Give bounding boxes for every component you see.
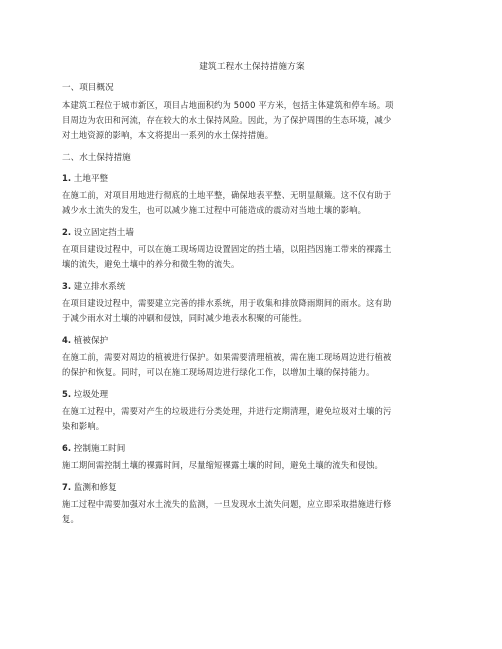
measure-index: 6. (62, 443, 72, 453)
paragraph-line: 于减少雨水对土壤的冲刷和侵蚀，同时减少地表水积聚的可能性。 (62, 313, 307, 323)
paragraph-line: 复。 (62, 514, 79, 524)
measure-title: 垃圾处理 (73, 390, 109, 400)
measure-title: 建立排水系统 (73, 282, 126, 292)
paragraph-line: 在项目建设过程中，需要建立完善的排水系统，用于收集和排放降雨期间的雨水。这有助 (62, 298, 392, 308)
paragraph-line: 在施工过程中，需要对产生的垃圾进行分类处理，并进行定期清理，避免垃圾对土壤的污 (62, 406, 392, 416)
measure-heading (62, 280, 125, 293)
overview-paragraph (62, 98, 442, 143)
measure-title: 植被保护 (73, 336, 109, 346)
paragraph-line: 施工期间需控制土壤的裸露时间，尽量缩短裸露土壤的时间，避免土壤的流失和侵蚀。 (62, 460, 383, 470)
document-title: 建筑工程水土保持措施方案 (199, 62, 305, 72)
measure-index: 3. (62, 281, 72, 291)
measure-paragraph (62, 350, 442, 380)
paragraph-line: 在施工前，对项目用地进行彻底的土地平整，确保地表平整、无明显颠簸。这不仅有助于 (62, 190, 392, 200)
paragraph-line: 的保护和恢复。同时，可以在施工现场周边进行绿化工作，以增加土壤的保持能力。 (62, 367, 375, 377)
area-value: 5000 (233, 100, 256, 110)
measure-heading (62, 481, 117, 494)
measure-heading (62, 334, 108, 347)
text-fragment: 本建筑工程位于城市新区，项目占地面积约为 (62, 100, 234, 110)
measure-paragraph (62, 188, 442, 218)
paragraph-line: 目周边为农田和河流，存在较大的水土保持风险。因此，为了保护周围的生态环境，减少 (62, 115, 392, 125)
measure-index: 2. (62, 227, 72, 237)
paragraph-line: 在项目建设过程中，可以在施工现场周边设置固定的挡土墙，以阻挡因施工带来的裸露土 (62, 244, 392, 254)
measure-paragraph (62, 296, 442, 326)
measure-index: 7. (62, 482, 72, 492)
paragraph-line: 减少水土流失的发生，也可以减少施工过程中可能造成的震动对当地土壤的影响。 (62, 205, 367, 215)
measure-index: 4. (62, 335, 72, 345)
measure-title: 设立固定挡土墙 (73, 228, 134, 238)
measure-paragraph (62, 497, 442, 527)
measure-index: 5. (62, 389, 72, 399)
measure-paragraph (62, 458, 442, 473)
paragraph-line: 染和影响。 (62, 421, 105, 431)
measure-heading (62, 226, 134, 239)
measure-paragraph (62, 404, 442, 434)
paragraph-line: 在施工前，需要对周边的植被进行保护。如果需要清理植被，需在施工现场周边进行植被 (62, 352, 392, 362)
measure-index: 1. (62, 173, 72, 183)
measure-heading (62, 172, 108, 185)
section-heading-overview: 一、项目概况 (62, 83, 114, 93)
paragraph-line: 施工过程中需要加强对水土流失的监测，一旦发现水土流失问题，应立即采取措施进行修 (62, 499, 392, 509)
measure-title: 控制施工时间 (73, 444, 126, 454)
section-heading-measures: 二、水土保持措施 (62, 153, 131, 163)
paragraph-line (62, 98, 442, 113)
measure-paragraph (62, 242, 442, 272)
measure-heading (62, 388, 108, 401)
paragraph-line: 对土地资源的影响，本文将提出一系列的水土保持措施。 (62, 130, 274, 140)
measure-title: 监测和修复 (73, 483, 117, 493)
paragraph-line: 壤的流失，避免土壤中的养分和微生物的流失。 (62, 259, 240, 269)
measure-heading (62, 442, 125, 455)
text-fragment: 平方米，包括主体建筑和停车场。项 (255, 100, 394, 110)
measure-title: 土地平整 (73, 174, 109, 184)
